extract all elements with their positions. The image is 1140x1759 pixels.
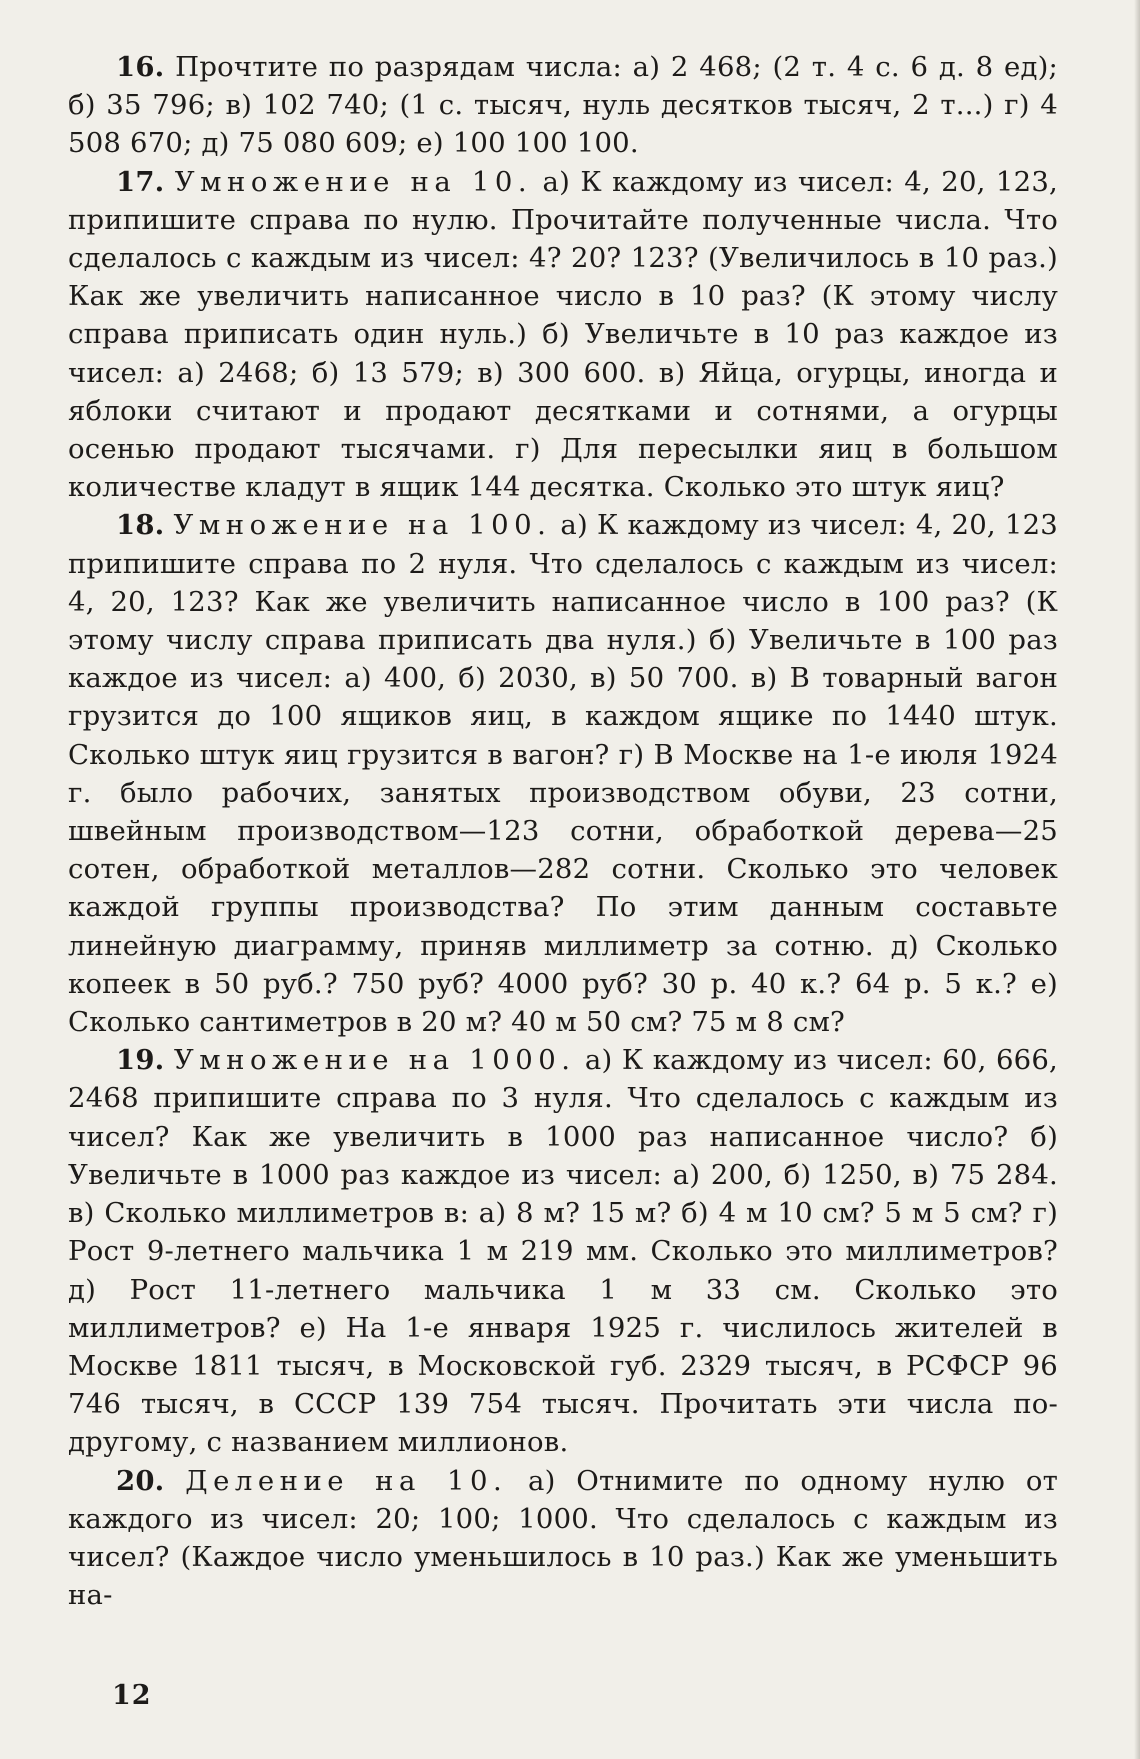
exercise-text: а) К каждому из чисел: 4, 20, 123 припишите справа по 2 нуля. Что сделалось с каждым из чисел: 4, 20, 123? Как же увеличить написанное число в 100 раз? (К этому числу справа приписать два нуля.) б) Увеличьте в 100 раз каждое из чисел: а) 400, б) 2030, в) 50 700. в) В товарный вагон грузится до 100 ящиков яиц, в каждом ящике по 1440 штук. Сколько штук яиц грузится в вагон? г) В Москве на 1-е июля 1924 г. было рабочих, занятых производством обуви, 23 сотни, швейным производством—123 сотни, обработкой дерева—25 сотен, обработкой металлов—282 сотни. Сколько это человек каждой группы производства? По этим данным составьте линейную диаграмму, приняв миллиметр за сотню. д) Сколько копеек в 50 руб.? 750 руб? 4000 руб? 30 р. 40 к.? 64 р. 5 к.? е) Сколько сантиметров в 20 м? 40 м 50 см? 75 м 8 см? [68,509,1058,1039]
exercise-19 [68,1041,1058,1461]
exercise-text: а) К каждому из чисел: 60, 666, 2468 припишите справа по 3 нуля. Что сделалось с каждым из чисел? Как же увеличить в 1000 раз написанное число? б) Увеличьте в 1000 раз каждое из чисел: а) 200, б) 1250, в) 75 284. в) Сколько миллиметров в: а) 8 м? 15 м? б) 4 м 10 см? 5 м 5 см? г) Рост 9-летнего мальчика 1 м 219 мм. Сколько это миллиметров? д) Рост 11-летнего мальчика 1 м 33 см. Сколько это миллиметров? е) На 1-е января 1925 г. числилось жителей в Москве 1811 тысяч, в Московской губ. 2329 тысяч, в РСФСР 96 746 тысяч, в СССР 139 754 тысяч. Прочитать эти числа по-другому, с названием миллионов. [68,1044,1058,1459]
exercise-number: 17. [116,165,165,198]
exercise-text: а) К каждому из чисел: 4, 20, 123, припишите справа по нулю. Прочитайте полученные числа. Что сделалось с каждым из чисел: 4? 20? 123? (Увеличилось в 10 раз.) Как же увеличить написанное число в 10 раз? (К этому числу справа приписать один нуль.) б) Увеличьте в 10 раз каждое из чисел: а) 2468; б) 13 579; в) 300 600. в) Яйца, огурцы, иногда и яблоки считают и продают десятками и сотнями, а огурцы осенью продают тысячами. г) Для пересылки яиц в большом количестве кладут в ящик 144 десятка. Сколько это штук яиц? [68,165,1058,504]
exercise-heading: Умножение на 10. [174,165,533,198]
exercise-number: 16. [116,51,165,83]
exercise-18 [68,506,1058,1041]
page-edge-shadow [1134,0,1140,1759]
exercise-number: 20. [116,1464,165,1497]
exercise-16 [68,48,1058,163]
exercise-heading: Деление на 10. [185,1464,508,1497]
exercise-number: 18. [116,509,165,542]
page-number: 12 [112,1680,152,1711]
exercise-20 [68,1462,1058,1615]
exercise-heading: Умножение на 100. [173,509,552,542]
exercise-17 [68,163,1058,507]
exercise-text: а) Отнимите по одному нулю от каждого из чисел: 20; 100; 1000. Что сделалось с каждым из чисел? (Каждое число уменьшилось в 10 раз.) Как же уменьшить на- [68,1464,1059,1612]
exercise-number: 19. [116,1044,165,1077]
exercise-heading: Умножение на 1000. [173,1044,576,1077]
exercise-text: Прочтите по разрядам числа: а) 2 468; (2 т. 4 с. 6 д. 8 ед); б) 35 796; в) 102 740; (1 с. тысяч, нуль десятков тысяч, 2 т...) г) 4 508 670; д) 75 080 609; е) 100 100 100. [68,51,1059,160]
page-body [68,48,1058,1614]
